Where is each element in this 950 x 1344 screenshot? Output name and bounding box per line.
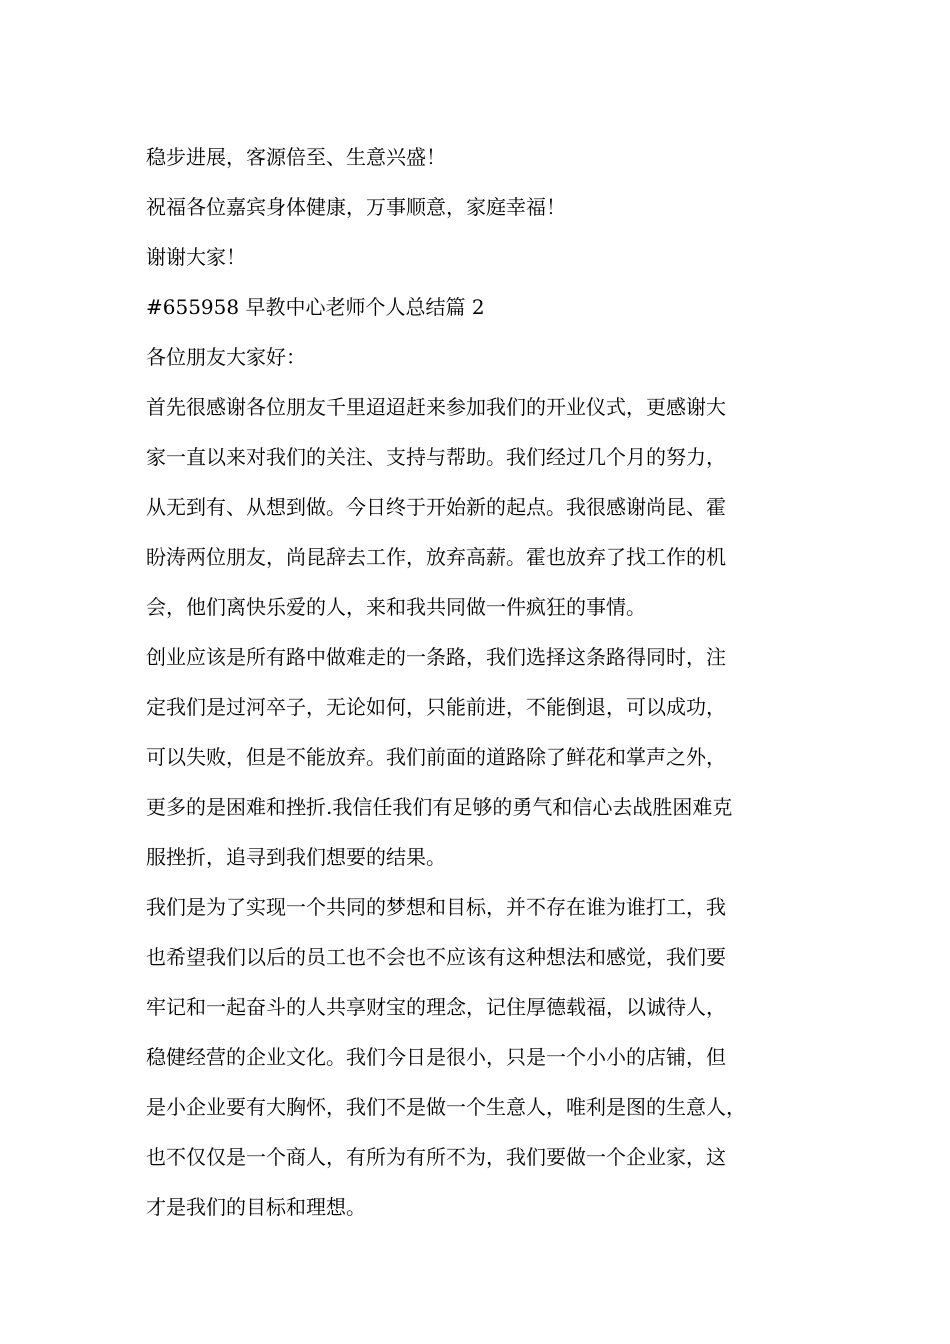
section-heading: #655958 早教中心老师个人总结篇 2 (146, 295, 485, 319)
text-line: 我们是为了实现一个共同的梦想和目标，并不存在谁为谁打工，我 (146, 895, 726, 919)
text-line: 服挫折，追寻到我们想要的结果。 (146, 845, 446, 869)
document-body (146, 132, 836, 1232)
text-line: 会，他们离快乐爱的人，来和我共同做一件疯狂的事情。 (146, 595, 646, 619)
text-line: 更多的是困难和挫折.我信任我们有足够的勇气和信心去战胜困难克 (146, 795, 733, 819)
text-line: 谢谢大家！ (146, 245, 246, 269)
text-line: 才是我们的目标和理想。 (146, 1195, 366, 1219)
text-line: 可以失败，但是不能放弃。我们前面的道路除了鲜花和掌声之外， (146, 745, 726, 769)
text-line: 从无到有、从想到做。今日终于开始新的起点。我很感谢尚昆、霍 (146, 495, 726, 519)
text-line: 稳健经营的企业文化。我们今日是很小，只是一个小小的店铺，但 (146, 1045, 726, 1069)
text-line: 也不仅仅是一个商人，有所为有所不为，我们要做一个企业家，这 (146, 1145, 726, 1169)
text-line: 首先很感谢各位朋友千里迢迢赶来参加我们的开业仪式，更感谢大 (146, 395, 726, 419)
text-line: 各位朋友大家好： (146, 345, 306, 369)
text-line: 家一直以来对我们的关注、支持与帮助。我们经过几个月的努力， (146, 445, 726, 469)
text-line: 是小企业要有大胸怀，我们不是做一个生意人，唯利是图的生意人， (146, 1095, 746, 1119)
text-line: 盼涛两位朋友，尚昆辞去工作，放弃高薪。霍也放弃了找工作的机 (146, 545, 726, 569)
text-line: 定我们是过河卒子，无论如何，只能前进，不能倒退，可以成功， (146, 695, 726, 719)
text-line: 创业应该是所有路中做难走的一条路，我们选择这条路得同时，注 (146, 645, 726, 669)
text-line: 祝福各位嘉宾身体健康，万事顺意，家庭幸福！ (146, 195, 566, 219)
text-line: 牢记和一起奋斗的人共享财宝的理念，记住厚德载福，以诚待人， (146, 995, 726, 1019)
text-line: 也希望我们以后的员工也不会也不应该有这种想法和感觉，我们要 (146, 945, 726, 969)
text-line: 稳步进展，客源倍至、生意兴盛！ (146, 145, 446, 169)
